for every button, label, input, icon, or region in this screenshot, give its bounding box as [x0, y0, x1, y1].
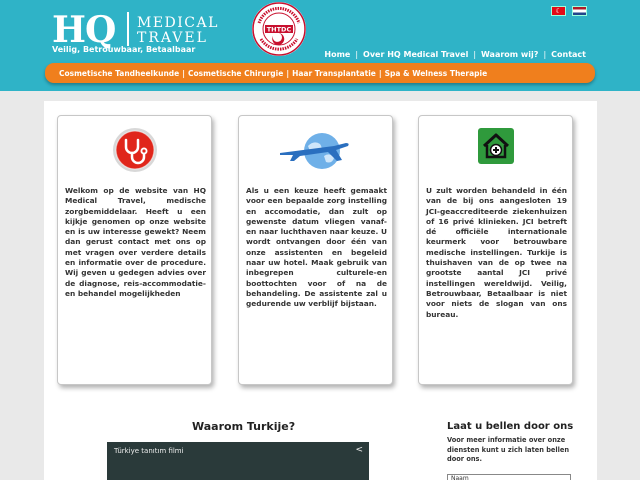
tagline: Veilig, Betrouwbaar, Betaalbaar [52, 45, 196, 54]
info-card-travel [238, 115, 393, 385]
why-turkey-title: Waarom Turkije? [192, 420, 296, 433]
category-bar [45, 63, 595, 83]
nav-home[interactable]: Home [324, 50, 351, 59]
info-card-welcome [57, 115, 212, 385]
nav-about[interactable]: Over HQ Medical Travel [363, 50, 469, 59]
language-flags [551, 6, 587, 16]
category-dental[interactable]: Cosmetische Tandheelkunde [59, 68, 180, 78]
nav-separator: | [543, 50, 547, 59]
category-hair[interactable]: Haar Transplantatie [292, 68, 376, 78]
nav-why[interactable]: Waarom wij? [481, 50, 539, 59]
hospital-house-icon [476, 126, 516, 166]
logo-hq[interactable]: HQ [52, 9, 116, 51]
travel-text: Als u een keuze heeft gemaakt voor een bepaalde zorg instelling en accomodatie, dan zult op gewenste datum vliegen vanaf- en naar luchthaven naar keuze. U wordt ontvangen door één van onze assistenten en begeleid naar uw hotel. Maak gebruik van inbegrepen culturele-en boottochten voor of na de behandeling. De assistente zal u gedurende uw verblijf bijstaan. [246, 186, 387, 309]
callback-text: Voor meer informatie over onze diensten kunt u zich laten bellen door ons. [447, 436, 570, 463]
share-icon[interactable]: < [355, 445, 363, 455]
category-surgery[interactable]: Cosmetische Chirurgie [188, 68, 284, 78]
category-separator: | [378, 68, 382, 78]
nav-contact[interactable]: Contact [551, 50, 586, 59]
info-card-hospitals [418, 115, 573, 385]
video-player[interactable] [107, 442, 369, 480]
hospitals-text: U zult worden behandeld in één van de bij ons aangesloten 19 JCI-geaccrediteerde ziekenhuizen of 16 privé klinieken. JCI betreft dé officiële internationale keurmerk voor betrouwbare medische instellingen. Turkije is thuishaven van de op twee na grootste aantal JCI privé instellingen wereldwijd. Veilig, Betrouwbaar, Betaalbaar is niet voor niets de slogan van ons bureau. [426, 186, 567, 319]
callback-title: Laat u bellen door ons [447, 421, 574, 432]
airplane-globe-icon [276, 126, 356, 174]
dutch-flag-icon[interactable] [572, 6, 587, 16]
turkish-flag-icon[interactable]: ☾ [551, 6, 566, 16]
seal-label: THTDC [266, 25, 292, 34]
category-spa[interactable]: Spa & Welness Therapie [384, 68, 488, 78]
top-navigation [324, 50, 586, 59]
stethoscope-icon [111, 126, 159, 174]
name-input[interactable]: Naam [447, 474, 571, 480]
logo-divider [127, 12, 129, 46]
category-separator: | [182, 68, 185, 78]
logo-travel[interactable]: TRAVEL [137, 30, 208, 46]
video-title[interactable]: Türkiye tanıtım filmi [114, 447, 184, 455]
logo-medical[interactable]: MEDICAL [137, 15, 219, 31]
thtdc-seal-icon [251, 1, 307, 57]
nav-separator: | [473, 50, 477, 59]
welcome-text: Welkom op de website van HQ Medical Travel, medische zorgbemiddelaar. Heeft u een kijkje genomen op onze website en is uw interesse gewekt? Neem dan gerust contact met ons op met vragen over verdere details en informatie over de procedure. Wij geven u gedegen advies over de diagnose, reis-accommodatie- en behandel mogelijkheden [65, 186, 206, 298]
nav-separator: | [355, 50, 359, 59]
category-separator: | [286, 68, 290, 78]
